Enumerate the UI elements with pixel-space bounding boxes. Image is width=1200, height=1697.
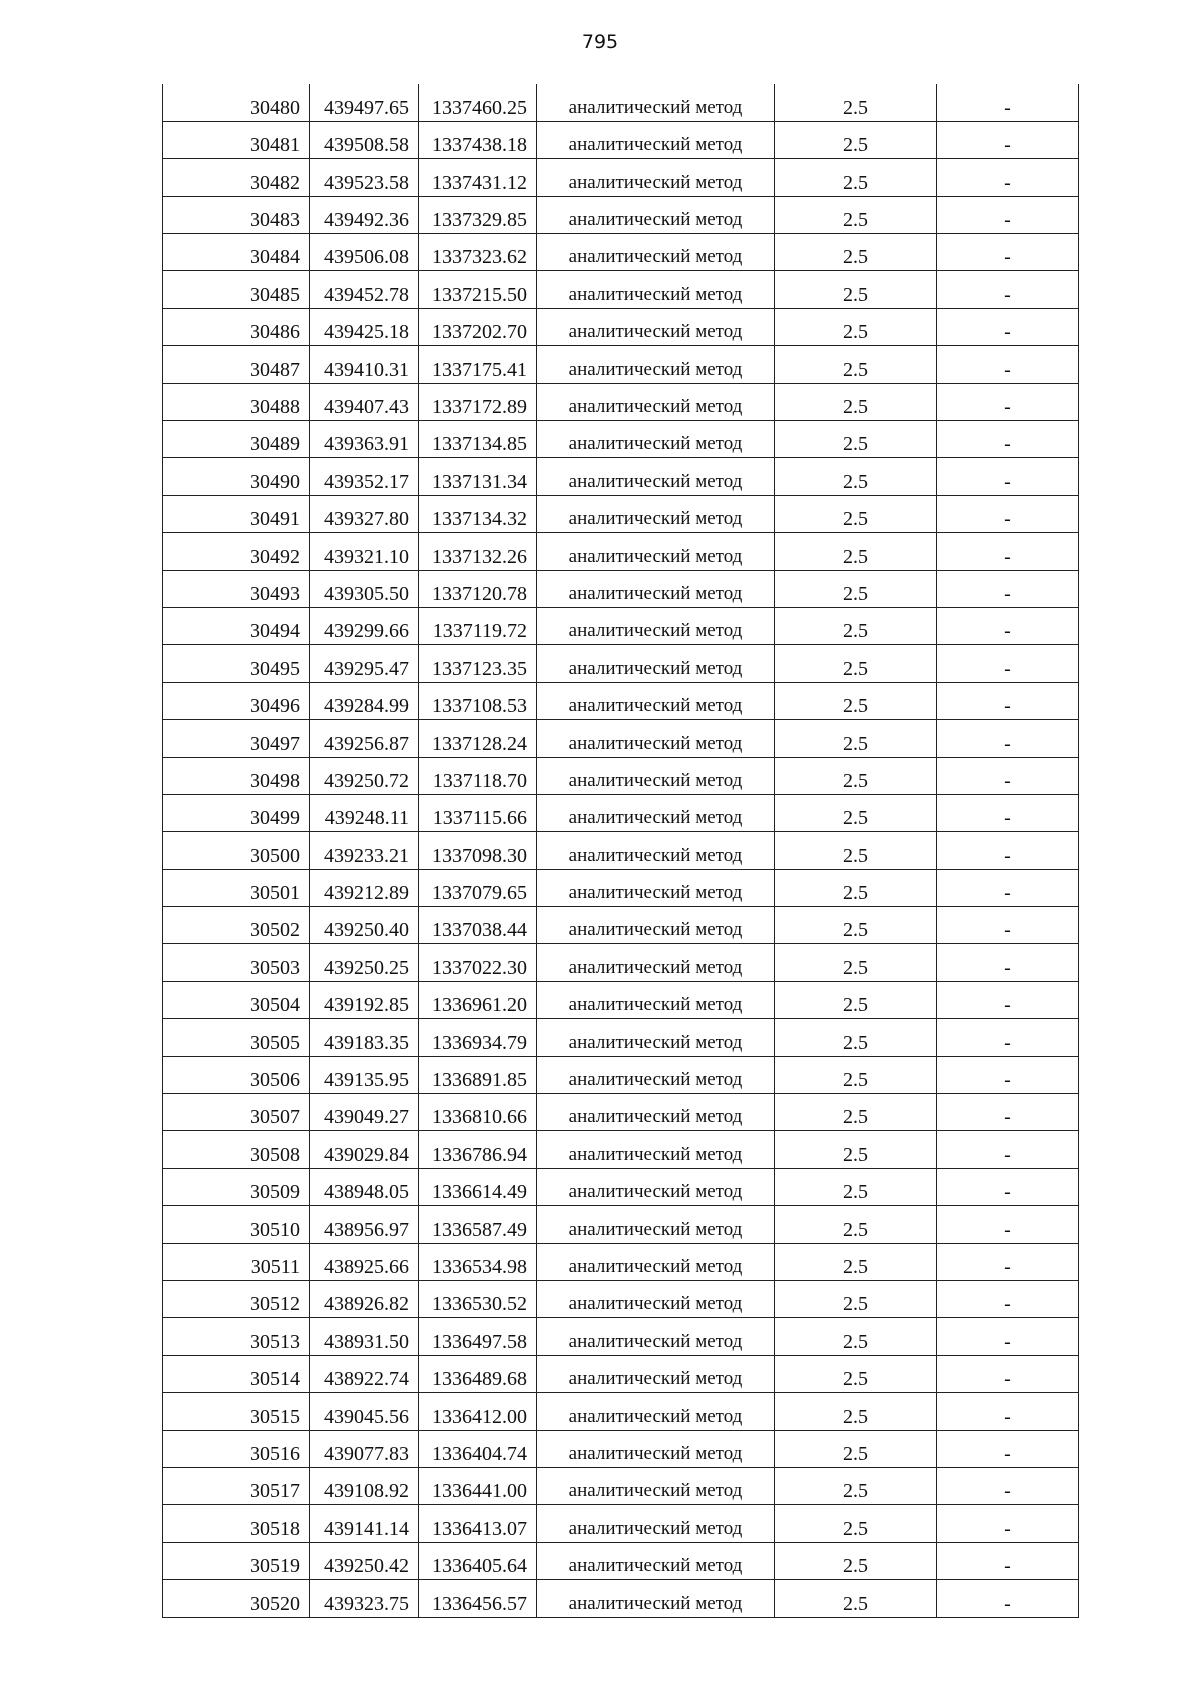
note-cell: - — [937, 533, 1079, 570]
table-row — [163, 1542, 1079, 1579]
x-coordinate-cell: 439029.84 — [310, 1131, 419, 1168]
note-cell: - — [937, 1318, 1079, 1355]
table-row — [163, 421, 1079, 458]
point-number-cell: 30486 — [163, 308, 310, 345]
y-coordinate-cell: 1336530.52 — [419, 1281, 537, 1318]
y-coordinate-cell: 1336891.85 — [419, 1056, 537, 1093]
point-number-cell: 30487 — [163, 346, 310, 383]
note-cell: - — [937, 944, 1079, 981]
note-cell: - — [937, 234, 1079, 271]
method-cell: аналитический метод — [537, 159, 775, 196]
point-number-cell: 30499 — [163, 794, 310, 831]
accuracy-cell: 2.5 — [775, 1019, 937, 1056]
note-cell: - — [937, 1281, 1079, 1318]
accuracy-cell: 2.5 — [775, 1094, 937, 1131]
point-number-cell: 30505 — [163, 1019, 310, 1056]
accuracy-cell: 2.5 — [775, 1542, 937, 1579]
table-row — [163, 907, 1079, 944]
y-coordinate-cell: 1336786.94 — [419, 1131, 537, 1168]
accuracy-cell: 2.5 — [775, 944, 937, 981]
x-coordinate-cell: 439248.11 — [310, 794, 419, 831]
x-coordinate-cell: 439256.87 — [310, 720, 419, 757]
note-cell: - — [937, 720, 1079, 757]
point-number-cell: 30502 — [163, 907, 310, 944]
y-coordinate-cell: 1337038.44 — [419, 907, 537, 944]
accuracy-cell: 2.5 — [775, 1467, 937, 1504]
y-coordinate-cell: 1337172.89 — [419, 383, 537, 420]
method-cell: аналитический метод — [537, 1505, 775, 1542]
accuracy-cell: 2.5 — [775, 1243, 937, 1280]
point-number-cell: 30490 — [163, 458, 310, 495]
y-coordinate-cell: 1336404.74 — [419, 1430, 537, 1467]
accuracy-cell: 2.5 — [775, 570, 937, 607]
x-coordinate-cell: 439452.78 — [310, 271, 419, 308]
note-cell: - — [937, 757, 1079, 794]
table-row — [163, 794, 1079, 831]
accuracy-cell: 2.5 — [775, 1168, 937, 1205]
point-number-cell: 30497 — [163, 720, 310, 757]
x-coordinate-cell: 439183.35 — [310, 1019, 419, 1056]
accuracy-cell: 2.5 — [775, 1505, 937, 1542]
method-cell: аналитический метод — [537, 1580, 775, 1617]
method-cell: аналитический метод — [537, 533, 775, 570]
method-cell: аналитический метод — [537, 682, 775, 719]
point-number-cell: 30493 — [163, 570, 310, 607]
note-cell: - — [937, 271, 1079, 308]
x-coordinate-cell: 439363.91 — [310, 421, 419, 458]
method-cell: аналитический метод — [537, 234, 775, 271]
y-coordinate-cell: 1336412.00 — [419, 1393, 537, 1430]
accuracy-cell: 2.5 — [775, 421, 937, 458]
x-coordinate-cell: 439045.56 — [310, 1393, 419, 1430]
method-cell: аналитический метод — [537, 458, 775, 495]
note-cell: - — [937, 1355, 1079, 1392]
x-coordinate-cell: 439141.14 — [310, 1505, 419, 1542]
page-number: 795 — [581, 31, 619, 53]
note-cell: - — [937, 1505, 1079, 1542]
table-row — [163, 1580, 1079, 1617]
method-cell: аналитический метод — [537, 1019, 775, 1056]
point-number-cell: 30485 — [163, 271, 310, 308]
method-cell: аналитический метод — [537, 1393, 775, 1430]
method-cell: аналитический метод — [537, 346, 775, 383]
note-cell: - — [937, 196, 1079, 233]
y-coordinate-cell: 1336587.49 — [419, 1206, 537, 1243]
accuracy-cell: 2.5 — [775, 869, 937, 906]
point-number-cell: 30509 — [163, 1168, 310, 1205]
x-coordinate-cell: 439497.65 — [310, 84, 419, 121]
accuracy-cell: 2.5 — [775, 308, 937, 345]
point-number-cell: 30496 — [163, 682, 310, 719]
method-cell: аналитический метод — [537, 271, 775, 308]
table-row — [163, 1467, 1079, 1504]
accuracy-cell: 2.5 — [775, 346, 937, 383]
method-cell: аналитический метод — [537, 832, 775, 869]
method-cell: аналитический метод — [537, 1094, 775, 1131]
method-cell: аналитический метод — [537, 121, 775, 158]
point-number-cell: 30517 — [163, 1467, 310, 1504]
point-number-cell: 30512 — [163, 1281, 310, 1318]
point-number-cell: 30507 — [163, 1094, 310, 1131]
note-cell: - — [937, 869, 1079, 906]
y-coordinate-cell: 1337119.72 — [419, 607, 537, 644]
table-row — [163, 159, 1079, 196]
y-coordinate-cell: 1337202.70 — [419, 308, 537, 345]
x-coordinate-cell: 439425.18 — [310, 308, 419, 345]
note-cell: - — [937, 645, 1079, 682]
method-cell: аналитический метод — [537, 84, 775, 121]
table-row — [163, 1318, 1079, 1355]
accuracy-cell: 2.5 — [775, 271, 937, 308]
x-coordinate-cell: 439508.58 — [310, 121, 419, 158]
point-number-cell: 30480 — [163, 84, 310, 121]
note-cell: - — [937, 421, 1079, 458]
method-cell: аналитический метод — [537, 720, 775, 757]
x-coordinate-cell: 439523.58 — [310, 159, 419, 196]
note-cell: - — [937, 570, 1079, 607]
note-cell: - — [937, 383, 1079, 420]
method-cell: аналитический метод — [537, 1243, 775, 1280]
point-number-cell: 30508 — [163, 1131, 310, 1168]
x-coordinate-cell: 439323.75 — [310, 1580, 419, 1617]
point-number-cell: 30483 — [163, 196, 310, 233]
point-number-cell: 30492 — [163, 533, 310, 570]
accuracy-cell: 2.5 — [775, 794, 937, 831]
y-coordinate-cell: 1337132.26 — [419, 533, 537, 570]
table-row — [163, 682, 1079, 719]
x-coordinate-cell: 439250.40 — [310, 907, 419, 944]
method-cell: аналитический метод — [537, 1430, 775, 1467]
method-cell: аналитический метод — [537, 1168, 775, 1205]
x-coordinate-cell: 438948.05 — [310, 1168, 419, 1205]
table-row — [163, 383, 1079, 420]
y-coordinate-cell: 1337118.70 — [419, 757, 537, 794]
x-coordinate-cell: 439352.17 — [310, 458, 419, 495]
x-coordinate-cell: 438922.74 — [310, 1355, 419, 1392]
note-cell: - — [937, 458, 1079, 495]
note-cell: - — [937, 1467, 1079, 1504]
table-row — [163, 533, 1079, 570]
accuracy-cell: 2.5 — [775, 1318, 937, 1355]
point-number-cell: 30511 — [163, 1243, 310, 1280]
x-coordinate-cell: 439212.89 — [310, 869, 419, 906]
note-cell: - — [937, 308, 1079, 345]
x-coordinate-cell: 438931.50 — [310, 1318, 419, 1355]
note-cell: - — [937, 682, 1079, 719]
point-number-cell: 30501 — [163, 869, 310, 906]
y-coordinate-cell: 1336534.98 — [419, 1243, 537, 1280]
method-cell: аналитический метод — [537, 1056, 775, 1093]
point-number-cell: 30520 — [163, 1580, 310, 1617]
accuracy-cell: 2.5 — [775, 84, 937, 121]
y-coordinate-cell: 1337134.85 — [419, 421, 537, 458]
note-cell: - — [937, 84, 1079, 121]
table-row — [163, 832, 1079, 869]
method-cell: аналитический метод — [537, 981, 775, 1018]
table-row — [163, 1505, 1079, 1542]
accuracy-cell: 2.5 — [775, 720, 937, 757]
x-coordinate-cell: 439250.42 — [310, 1542, 419, 1579]
x-coordinate-cell: 439049.27 — [310, 1094, 419, 1131]
y-coordinate-cell: 1337098.30 — [419, 832, 537, 869]
coordinates-table-body — [163, 84, 1079, 1617]
note-cell: - — [937, 794, 1079, 831]
y-coordinate-cell: 1337438.18 — [419, 121, 537, 158]
accuracy-cell: 2.5 — [775, 607, 937, 644]
y-coordinate-cell: 1336961.20 — [419, 981, 537, 1018]
accuracy-cell: 2.5 — [775, 121, 937, 158]
accuracy-cell: 2.5 — [775, 458, 937, 495]
x-coordinate-cell: 439327.80 — [310, 495, 419, 532]
y-coordinate-cell: 1337131.34 — [419, 458, 537, 495]
coordinates-table — [162, 84, 1079, 1618]
point-number-cell: 30495 — [163, 645, 310, 682]
table-row — [163, 645, 1079, 682]
x-coordinate-cell: 438956.97 — [310, 1206, 419, 1243]
table-row — [163, 1393, 1079, 1430]
table-row — [163, 1355, 1079, 1392]
note-cell: - — [937, 159, 1079, 196]
y-coordinate-cell: 1337460.25 — [419, 84, 537, 121]
point-number-cell: 30504 — [163, 981, 310, 1018]
accuracy-cell: 2.5 — [775, 1430, 937, 1467]
method-cell: аналитический метод — [537, 907, 775, 944]
note-cell: - — [937, 907, 1079, 944]
y-coordinate-cell: 1337022.30 — [419, 944, 537, 981]
table-row — [163, 1430, 1079, 1467]
x-coordinate-cell: 439250.25 — [310, 944, 419, 981]
x-coordinate-cell: 439299.66 — [310, 607, 419, 644]
point-number-cell: 30519 — [163, 1542, 310, 1579]
table-row — [163, 1281, 1079, 1318]
x-coordinate-cell: 439321.10 — [310, 533, 419, 570]
note-cell: - — [937, 1019, 1079, 1056]
note-cell: - — [937, 1430, 1079, 1467]
method-cell: аналитический метод — [537, 869, 775, 906]
method-cell: аналитический метод — [537, 570, 775, 607]
point-number-cell: 30510 — [163, 1206, 310, 1243]
note-cell: - — [937, 607, 1079, 644]
y-coordinate-cell: 1336810.66 — [419, 1094, 537, 1131]
table-row — [163, 944, 1079, 981]
point-number-cell: 30500 — [163, 832, 310, 869]
method-cell: аналитический метод — [537, 794, 775, 831]
point-number-cell: 30514 — [163, 1355, 310, 1392]
accuracy-cell: 2.5 — [775, 981, 937, 1018]
method-cell: аналитический метод — [537, 196, 775, 233]
x-coordinate-cell: 439305.50 — [310, 570, 419, 607]
accuracy-cell: 2.5 — [775, 907, 937, 944]
y-coordinate-cell: 1336934.79 — [419, 1019, 537, 1056]
note-cell: - — [937, 121, 1079, 158]
point-number-cell: 30516 — [163, 1430, 310, 1467]
x-coordinate-cell: 439492.36 — [310, 196, 419, 233]
x-coordinate-cell: 439407.43 — [310, 383, 419, 420]
table-row — [163, 346, 1079, 383]
method-cell: аналитический метод — [537, 1355, 775, 1392]
point-number-cell: 30481 — [163, 121, 310, 158]
table-row — [163, 1056, 1079, 1093]
x-coordinate-cell: 439506.08 — [310, 234, 419, 271]
method-cell: аналитический метод — [537, 1131, 775, 1168]
accuracy-cell: 2.5 — [775, 1393, 937, 1430]
x-coordinate-cell: 439233.21 — [310, 832, 419, 869]
x-coordinate-cell: 439192.85 — [310, 981, 419, 1018]
accuracy-cell: 2.5 — [775, 1206, 937, 1243]
accuracy-cell: 2.5 — [775, 196, 937, 233]
y-coordinate-cell: 1337115.66 — [419, 794, 537, 831]
table-row — [163, 869, 1079, 906]
y-coordinate-cell: 1337175.41 — [419, 346, 537, 383]
note-cell: - — [937, 1580, 1079, 1617]
accuracy-cell: 2.5 — [775, 645, 937, 682]
point-number-cell: 30482 — [163, 159, 310, 196]
method-cell: аналитический метод — [537, 1206, 775, 1243]
table-row — [163, 458, 1079, 495]
x-coordinate-cell: 439250.72 — [310, 757, 419, 794]
y-coordinate-cell: 1337134.32 — [419, 495, 537, 532]
y-coordinate-cell: 1337079.65 — [419, 869, 537, 906]
point-number-cell: 30518 — [163, 1505, 310, 1542]
table-row — [163, 1206, 1079, 1243]
note-cell: - — [937, 1131, 1079, 1168]
accuracy-cell: 2.5 — [775, 832, 937, 869]
y-coordinate-cell: 1337215.50 — [419, 271, 537, 308]
x-coordinate-cell: 438925.66 — [310, 1243, 419, 1280]
method-cell: аналитический метод — [537, 308, 775, 345]
x-coordinate-cell: 439135.95 — [310, 1056, 419, 1093]
y-coordinate-cell: 1337323.62 — [419, 234, 537, 271]
table-row — [163, 84, 1079, 121]
accuracy-cell: 2.5 — [775, 1580, 937, 1617]
note-cell: - — [937, 1243, 1079, 1280]
method-cell: аналитический метод — [537, 944, 775, 981]
method-cell: аналитический метод — [537, 1318, 775, 1355]
note-cell: - — [937, 1206, 1079, 1243]
method-cell: аналитический метод — [537, 607, 775, 644]
method-cell: аналитический метод — [537, 495, 775, 532]
point-number-cell: 30489 — [163, 421, 310, 458]
y-coordinate-cell: 1337431.12 — [419, 159, 537, 196]
table-row — [163, 1094, 1079, 1131]
accuracy-cell: 2.5 — [775, 1056, 937, 1093]
method-cell: аналитический метод — [537, 1467, 775, 1504]
accuracy-cell: 2.5 — [775, 159, 937, 196]
x-coordinate-cell: 438926.82 — [310, 1281, 419, 1318]
x-coordinate-cell: 439295.47 — [310, 645, 419, 682]
method-cell: аналитический метод — [537, 1281, 775, 1318]
y-coordinate-cell: 1336405.64 — [419, 1542, 537, 1579]
table-row — [163, 271, 1079, 308]
note-cell: - — [937, 1393, 1079, 1430]
note-cell: - — [937, 1056, 1079, 1093]
accuracy-cell: 2.5 — [775, 757, 937, 794]
x-coordinate-cell: 439410.31 — [310, 346, 419, 383]
table-row — [163, 1168, 1079, 1205]
point-number-cell: 30506 — [163, 1056, 310, 1093]
note-cell: - — [937, 1542, 1079, 1579]
note-cell: - — [937, 1094, 1079, 1131]
accuracy-cell: 2.5 — [775, 1355, 937, 1392]
point-number-cell: 30491 — [163, 495, 310, 532]
point-number-cell: 30498 — [163, 757, 310, 794]
table-row — [163, 981, 1079, 1018]
accuracy-cell: 2.5 — [775, 1131, 937, 1168]
y-coordinate-cell: 1336489.68 — [419, 1355, 537, 1392]
accuracy-cell: 2.5 — [775, 383, 937, 420]
table-row — [163, 1243, 1079, 1280]
table-row — [163, 121, 1079, 158]
method-cell: аналитический метод — [537, 421, 775, 458]
table-row — [163, 1131, 1079, 1168]
point-number-cell: 30515 — [163, 1393, 310, 1430]
y-coordinate-cell: 1336456.57 — [419, 1580, 537, 1617]
y-coordinate-cell: 1337123.35 — [419, 645, 537, 682]
note-cell: - — [937, 1168, 1079, 1205]
method-cell: аналитический метод — [537, 645, 775, 682]
table-row — [163, 234, 1079, 271]
method-cell: аналитический метод — [537, 383, 775, 420]
table-row — [163, 495, 1079, 532]
y-coordinate-cell: 1336614.49 — [419, 1168, 537, 1205]
accuracy-cell: 2.5 — [775, 682, 937, 719]
point-number-cell: 30494 — [163, 607, 310, 644]
y-coordinate-cell: 1337120.78 — [419, 570, 537, 607]
note-cell: - — [937, 832, 1079, 869]
x-coordinate-cell: 439077.83 — [310, 1430, 419, 1467]
note-cell: - — [937, 981, 1079, 1018]
table-row — [163, 757, 1079, 794]
accuracy-cell: 2.5 — [775, 495, 937, 532]
point-number-cell: 30488 — [163, 383, 310, 420]
x-coordinate-cell: 439284.99 — [310, 682, 419, 719]
point-number-cell: 30513 — [163, 1318, 310, 1355]
method-cell: аналитический метод — [537, 1542, 775, 1579]
y-coordinate-cell: 1336441.00 — [419, 1467, 537, 1504]
table-row — [163, 308, 1079, 345]
point-number-cell: 30503 — [163, 944, 310, 981]
accuracy-cell: 2.5 — [775, 1281, 937, 1318]
accuracy-cell: 2.5 — [775, 234, 937, 271]
table-row — [163, 607, 1079, 644]
x-coordinate-cell: 439108.92 — [310, 1467, 419, 1504]
note-cell: - — [937, 495, 1079, 532]
y-coordinate-cell: 1337329.85 — [419, 196, 537, 233]
table-row — [163, 196, 1079, 233]
table-row — [163, 720, 1079, 757]
point-number-cell: 30484 — [163, 234, 310, 271]
y-coordinate-cell: 1337128.24 — [419, 720, 537, 757]
table-row — [163, 570, 1079, 607]
method-cell: аналитический метод — [537, 757, 775, 794]
accuracy-cell: 2.5 — [775, 533, 937, 570]
note-cell: - — [937, 346, 1079, 383]
table-row — [163, 1019, 1079, 1056]
y-coordinate-cell: 1337108.53 — [419, 682, 537, 719]
y-coordinate-cell: 1336413.07 — [419, 1505, 537, 1542]
y-coordinate-cell: 1336497.58 — [419, 1318, 537, 1355]
